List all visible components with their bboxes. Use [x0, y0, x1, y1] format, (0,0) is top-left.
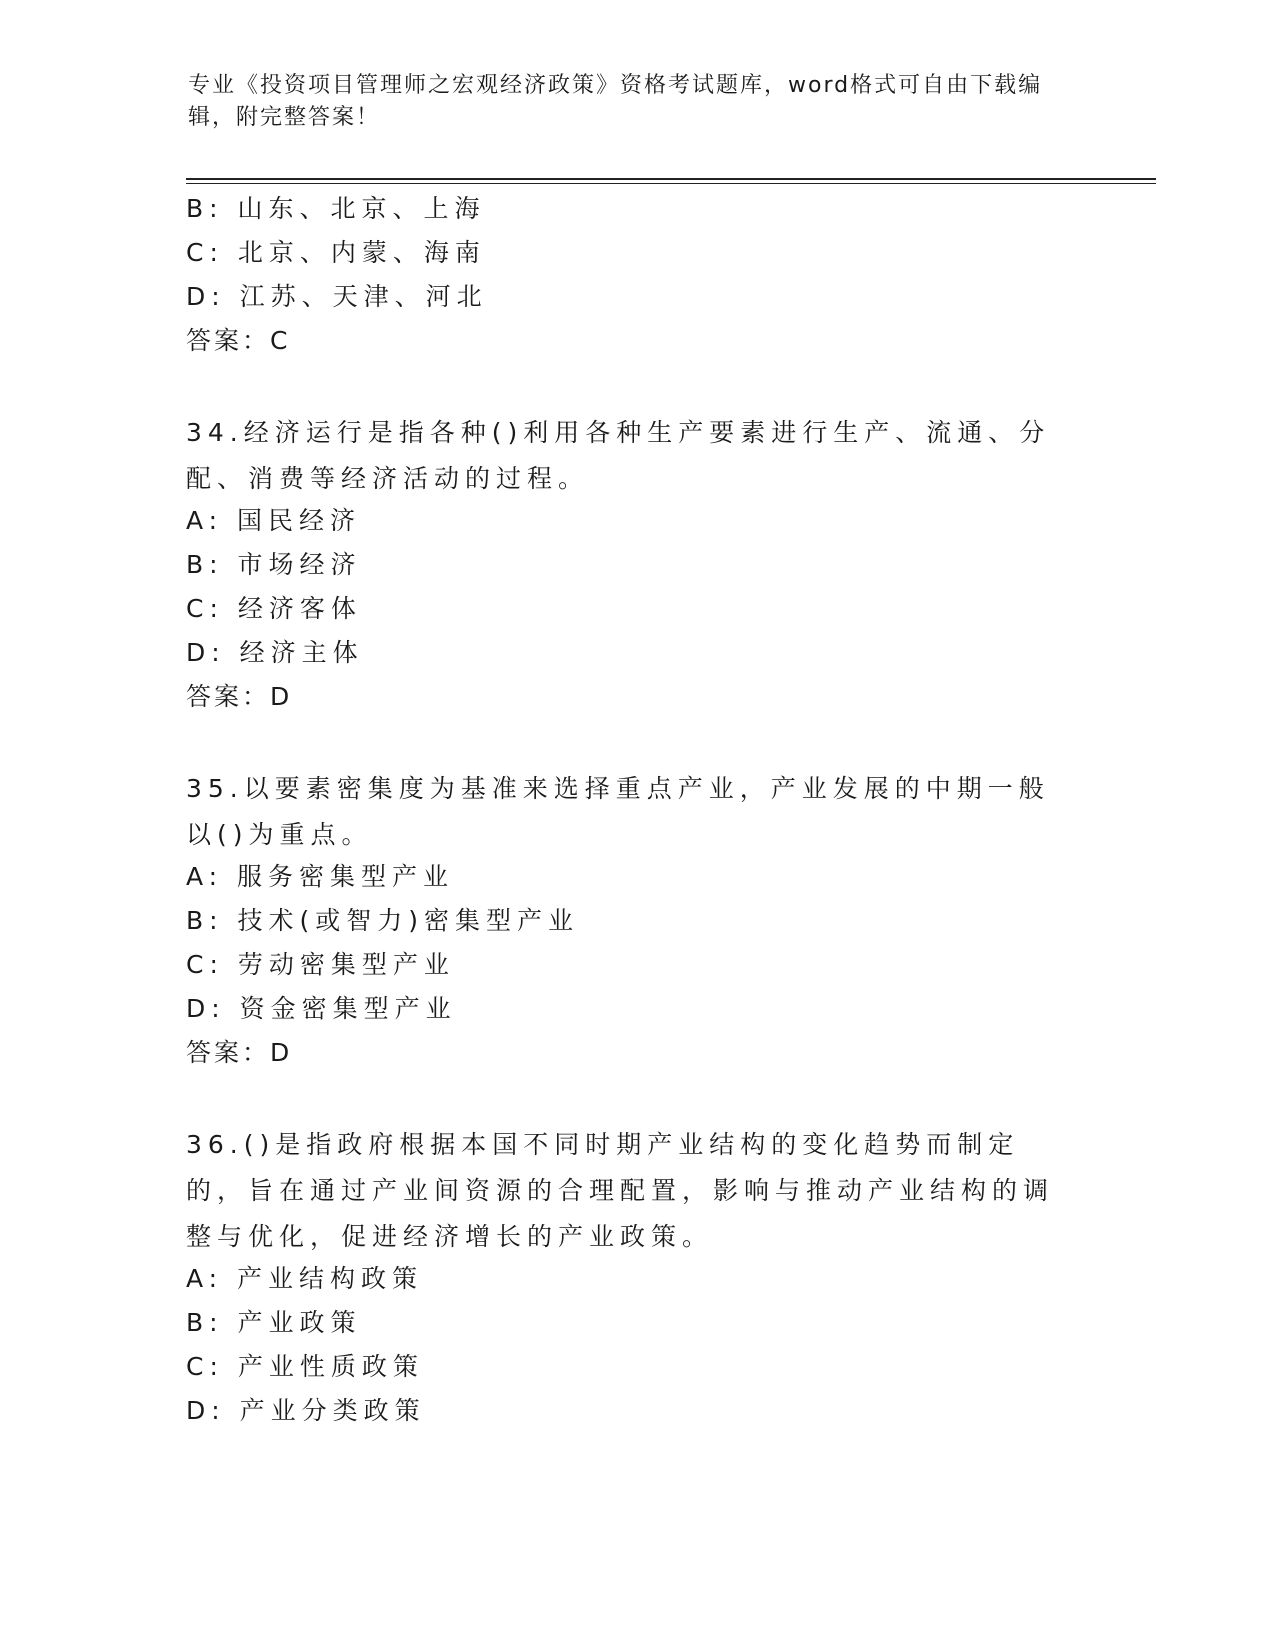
q35-answer: 答案：D [186, 1038, 293, 1067]
q35-question: 35.以要素密集度为基准来选择重点产业，产业发展的中期一般以()为重点。 [186, 774, 1050, 849]
q35-option-c: C: 劳动密集型产业 [186, 950, 455, 979]
q33-option-d: D: 江苏、天津、河北 [186, 282, 488, 311]
q34-question: 34.经济运行是指各种()利用各种生产要素进行生产、流通、分配、消费等经济活动的过程。 [186, 418, 1051, 493]
q36-option-b: B: 产业政策 [186, 1308, 362, 1337]
q34-option-d: D: 经济主体 [186, 638, 364, 667]
q35-option-a: A: 服务密集型产业 [186, 862, 455, 891]
q33-option-b: B: 山东、北京、上海 [186, 194, 486, 223]
q33-option-c: C: 北京、内蒙、海南 [186, 238, 486, 267]
q35-option-d: D: 资金密集型产业 [186, 994, 457, 1023]
header-divider [186, 178, 1156, 184]
q36-option-d: D: 产业分类政策 [186, 1396, 426, 1425]
q36-question: 36.()是指政府根据本国不同时期产业结构的变化趋势而制定的，旨在通过产业间资源的合理配置，影响与推动产业结构的调整与优化，促进经济增长的产业政策。 [186, 1130, 1055, 1251]
q36-option-c: C: 产业性质政策 [186, 1352, 424, 1381]
q34-option-c: C: 经济客体 [186, 594, 362, 623]
document-intro: 专业《投资项目管理师之宏观经济政策》资格考试题库，word格式可自由下载编辑，附完整答案！ [188, 73, 1043, 130]
q34-answer: 答案：D [186, 682, 293, 711]
q35-option-b: B: 技术(或智力)密集型产业 [186, 906, 580, 935]
q34-option-b: B: 市场经济 [186, 550, 362, 579]
q33-answer: 答案：C [186, 326, 291, 355]
q34-option-a: A: 国民经济 [186, 506, 362, 535]
q36-option-a: A: 产业结构政策 [186, 1264, 424, 1293]
